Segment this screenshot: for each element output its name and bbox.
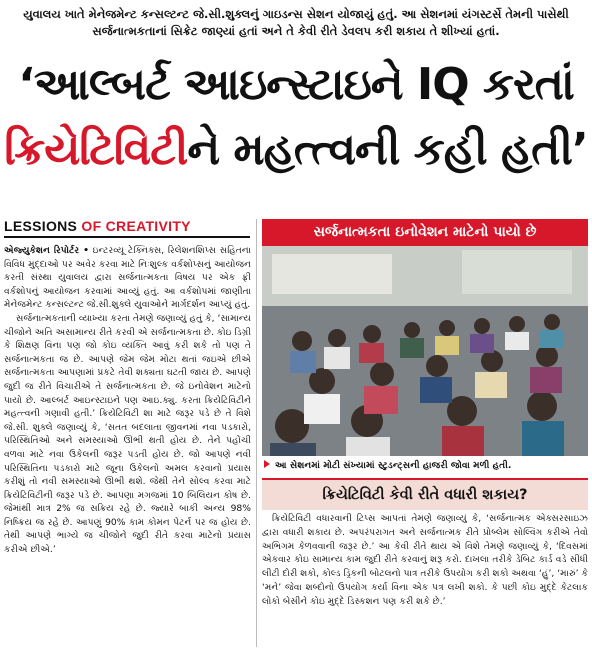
left-paragraph-2: સર્જનાત્મકતાની વ્યાખ્યા કરતા તેમણે જણાવ્યું હતું કે, ‘સામાન્ય ચીજોને અતિ અસામાન્ય રીતે કરવી એ સર્જનાત્મકતા છે. કોઇ ડિગ્રી કે શિક્ષણ વિના પણ જો કોઇ વ્યક્તિ આવું કરી શકે તો પણ તે સર્જનાત્મકતા જ છે. આપણે જેમ જેમ મોટા થતાં જઇએ છીએ સર્જનાત્મકતા આપણામાં પ્રકટે તેવી શક્યતા ઘટતી જાય છે. આપણે જુદી જ રીતે વિચારીએ તે સર્જનાત્મકતા છે. જે ઇનોવેશન માટેનો પાયો છે. આલ્બર્ટ આઇન્સ્ટાઇને પણ આઇ.ક્યુ. કરતા ક્રિયેટિવિટીને મહત્ત્વની ગણાવી હતી.’ ક્રિયેટિવિટી શા માટે જરૂર પડે છે તે વિશે જે.સી. શુક્લે જણાવ્યું કે, ‘સતત બદલાતા જીવનમાં નવા પડકારો, પરિસ્થિતિઓ અને સમસ્યાઓ ઊભી થતી હોય છે. તેને પહોંચી વળવા માટે નવા ઉકેલની જરૂર પડતી હોય છે. જો આપણે નવી પરિસ્થિતિના પડકારો માટે જૂના ઉકેલનો અમલ કરવાનો પ્રયાસ કરીશું તો નવી સમસ્યાઓ ઊભી થશે. જેથી તેને સોલ્વ કરવા માટે ક્રિયેટિવિટીની જરૂર પડે છે. આપણા મગજમાં 10 બિલિયન કોષ છે. જેમાંથી માત્ર 2% જ સક્રિય રહે છે. જ્યારે બાકી અન્ય 98% નિષ્ક્રિય જ રહે છે. આપણું 90% કામ કોમન પેટર્ન પર જ હોય છે. તેથી આપણે ભાગ્યે જ ચીજોને જુદી રીતે કરવા માટેનો પ્રયાસ કરીએ છીએ.’ [4,312,251,556]
left-column [4,244,251,557]
left-paragraph-1-text: ઇન્ટરવ્યૂ ટેક્નિક્સ, રિલેશનશિપ્સ સહિતના વિવિધ મુદ્દાઓ પર અવેર કરવા માટે નિઃશુલ્ક વર્કશોપ્સનું આયોજન કરતી સંસ્થા યુવાલય દ્વારા સર્જનાત્મકતા વિષય પર એક ફ્રી વર્કશોપનું આયોજન કરવામાં આવ્યું હતું. આ વર્કશોપમાં જાણીતા મેનેજમેન્ટ કન્સલ્ટન્ટ જે.સી.શુક્લે યુવાઓને માર્ગદર્શન આપ્યું હતું. [4,245,251,311]
kicker-part-1: LESSIONS [4,218,82,234]
intro-text: યુવાલય ખાતે મેનેજમેન્ટ કન્સલ્ટન્ટ જે.સી.શુક્લનું ગાઇડન્સ સેશન યોજાયું હતું. આ સેશનમાં યંગસ્ટર્સે તેમની પાસેથી સર્જનાત્મકતાનાં સિક્રેટ જાણ્યાં હતાં અને તે કેવી રીતે ડેવલપ કરી શકાય તે શીખ્યાં હતાં. [23,7,569,38]
classroom-photo-illustration [262,246,588,456]
right-column-text [262,512,588,609]
right-paragraph: ક્રિયેટિવિટી વધારવાની ટિપ્સ આપતાં તેમણે જણાવ્યું કે, ‘સર્જનાત્મક એક્સરસાઇઝ દ્વારા વધારી શકાય છે. અપરંપરાગત અને સર્જનાત્મક રીતે પ્રોબ્લેમ સોલ્વિંગ કરીએ તેવો અભિગમ કેળવવાની જરૂર છે.’ આ કેવી રીતે થાય એ વિશે તેમણે જણાવ્યું કે, ‘દિવસમાં એકવાર કોઇ સામાન્ય કામ જુદી રીતે કરવાનું શરૂ કરો. દાખલા તરીકે ડેબિટ કાર્ડ વડે સીધી લીટી દોરી શકો, કોલ્ડ ડ્રિંકની બોટલનો પાત્ર તરીકે ઉપયોગ કરી શકો અથવા ‘હું’, ‘મારું’ કે ‘મને’ જેવા શબ્દોનો ઉપયોગ કર્યા વિના એક પત્ર લખી શકો. કે પછી કોઇ મુદ્દે કેટલાક લોકો બેસીને કોઇ મુદ્દે ડિસ્કશન પણ કરી શકે છે.’ [262,513,588,607]
column-divider [256,219,257,647]
session-photo [262,246,588,456]
section-kicker [4,218,191,234]
headline-highlight: ક્રિયેટિવિટી [4,124,188,175]
headline-line-1: ‘આલ્બર્ટ આઇન્સ્ટાઇને IQ કરતાં [18,59,574,110]
photo-banner: સર્જનાત્મકતા ઇનોવેશન માટેનો પાયો છે [262,219,588,246]
caption-arrow-icon [264,460,270,468]
headline-line-2 [0,120,592,180]
subheading: ક્રિયેટિવિટી કેવી રીતે વધારી શકાય? [262,478,588,510]
kicker-part-2: OF [81,218,106,234]
reporter-byline: એજ્યુકેશન રિપોર્ટર • [4,245,89,256]
kicker-part-3: CREATIVITY [105,218,191,234]
left-paragraph-1 [4,244,251,312]
photo-caption-text: આ સેશનમાં મોટી સંખ્યામાં સ્ટુડન્ટ્સની હાજરી જોવા મળી હતી. [275,460,512,471]
photo-caption [262,458,588,474]
kicker-underline [4,236,250,238]
headline-rest: ને મહત્ત્વની કહી હતી’ [187,124,588,175]
